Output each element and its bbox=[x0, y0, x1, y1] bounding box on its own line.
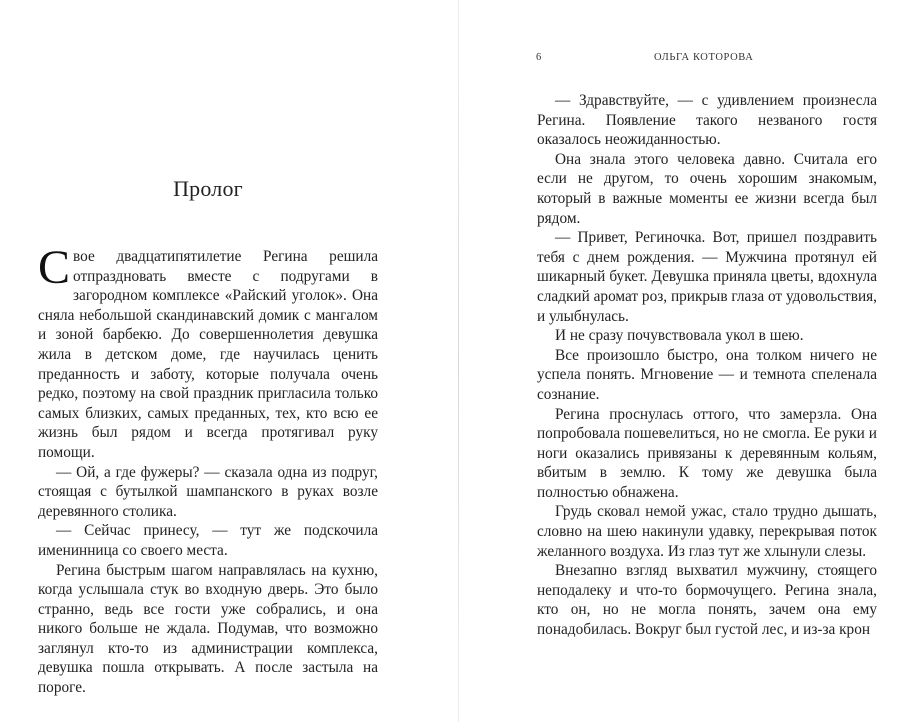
right-page-text bbox=[537, 91, 877, 640]
paragraph bbox=[38, 241, 378, 463]
left-page-text bbox=[38, 241, 378, 698]
paragraph: И не сразу почувствовала укол в шею. bbox=[555, 327, 804, 345]
paragraph: Регина быстрым шагом направлялась на кухню, когда услышала стук во входную дверь. Это было странно, ведь все гости уже собрались, и она никого больше не ждала. Подумав, что возможно заглянул кто-то из администрации комплекса, девушка пошла открывать. А после застыла на пороге. bbox=[38, 561, 378, 697]
paragraph: — Привет, Региночка. Вот, пришел поздравить тебя с днем рождения. — Мужчина протянул ей шикарный букет. Девушка приняла цветы, вдохнула сладкий аромат роз, прикрыв глаза от удовольствия, и улыбнулась. bbox=[537, 229, 877, 325]
paragraph: — Сейчас принесу, — тут же подскочила именинница со своего места. bbox=[38, 522, 378, 559]
running-head-author: ОЛЬГА КОТОРОВА bbox=[654, 52, 754, 63]
page-number: 6 bbox=[536, 52, 542, 63]
paragraph-text: вое двадцатипятилетие Регина решила отпраздновать вместе с подругами в загородном комплексе «Райский уголок». Она сняла небольшой скандинавский домик с мангалом и зоной барбекю. До совершеннолетия девушка жила в детском доме, где научилась ценить преданность и заботу, которые получала очень редко, поэтому на свой праздник пригласила только самых близких, самых преданных, тех, кто всю ее жизнь был рядом и всегда протягивал руку помощи. bbox=[38, 248, 378, 461]
paragraph: — Ой, а где фужеры? — сказала одна из подруг, стоящая с бутылкой шампанского в руках возле деревянного столика. bbox=[38, 463, 378, 520]
paragraph: Грудь сковал немой ужас, стало трудно дышать, словно на шею накинули удавку, перекрывая поток желанного воздуха. Из глаз тут же хлынули слезы. bbox=[537, 503, 877, 560]
paragraph: Регина проснулась оттого, что замерзла. Она попробовала пошевелиться, но не смогла. Ее руки и ноги оказались привязаны к деревянным кольям, вбитым в землю. К тому же девушка была полностью обнажена. bbox=[537, 405, 877, 501]
paragraph: — Здравствуйте, — с удивлением произнесла Регина. Появление такого незваного гостя оказалось неожиданностью. bbox=[537, 92, 877, 149]
drop-cap: С bbox=[38, 241, 71, 294]
paragraph: Все произошло быстро, она толком ничего не успела понять. Мгновение — и темнота спеленала сознание. bbox=[537, 346, 877, 403]
paragraph: Внезапно взгляд выхватил мужчину, стоящего неподалеку и что-то бормочущего. Регина знала, кто он, но не могла понять, зачем она ему понадобилась. Вокруг был густой лес, и из-за крон bbox=[537, 562, 877, 639]
chapter-title: Пролог bbox=[173, 176, 243, 201]
left-page bbox=[0, 0, 458, 722]
paragraph: Она знала этого человека давно. Считала его если не другом, то очень хорошим знакомым, который в важные моменты ее жизни всегда был рядом. bbox=[537, 150, 877, 227]
